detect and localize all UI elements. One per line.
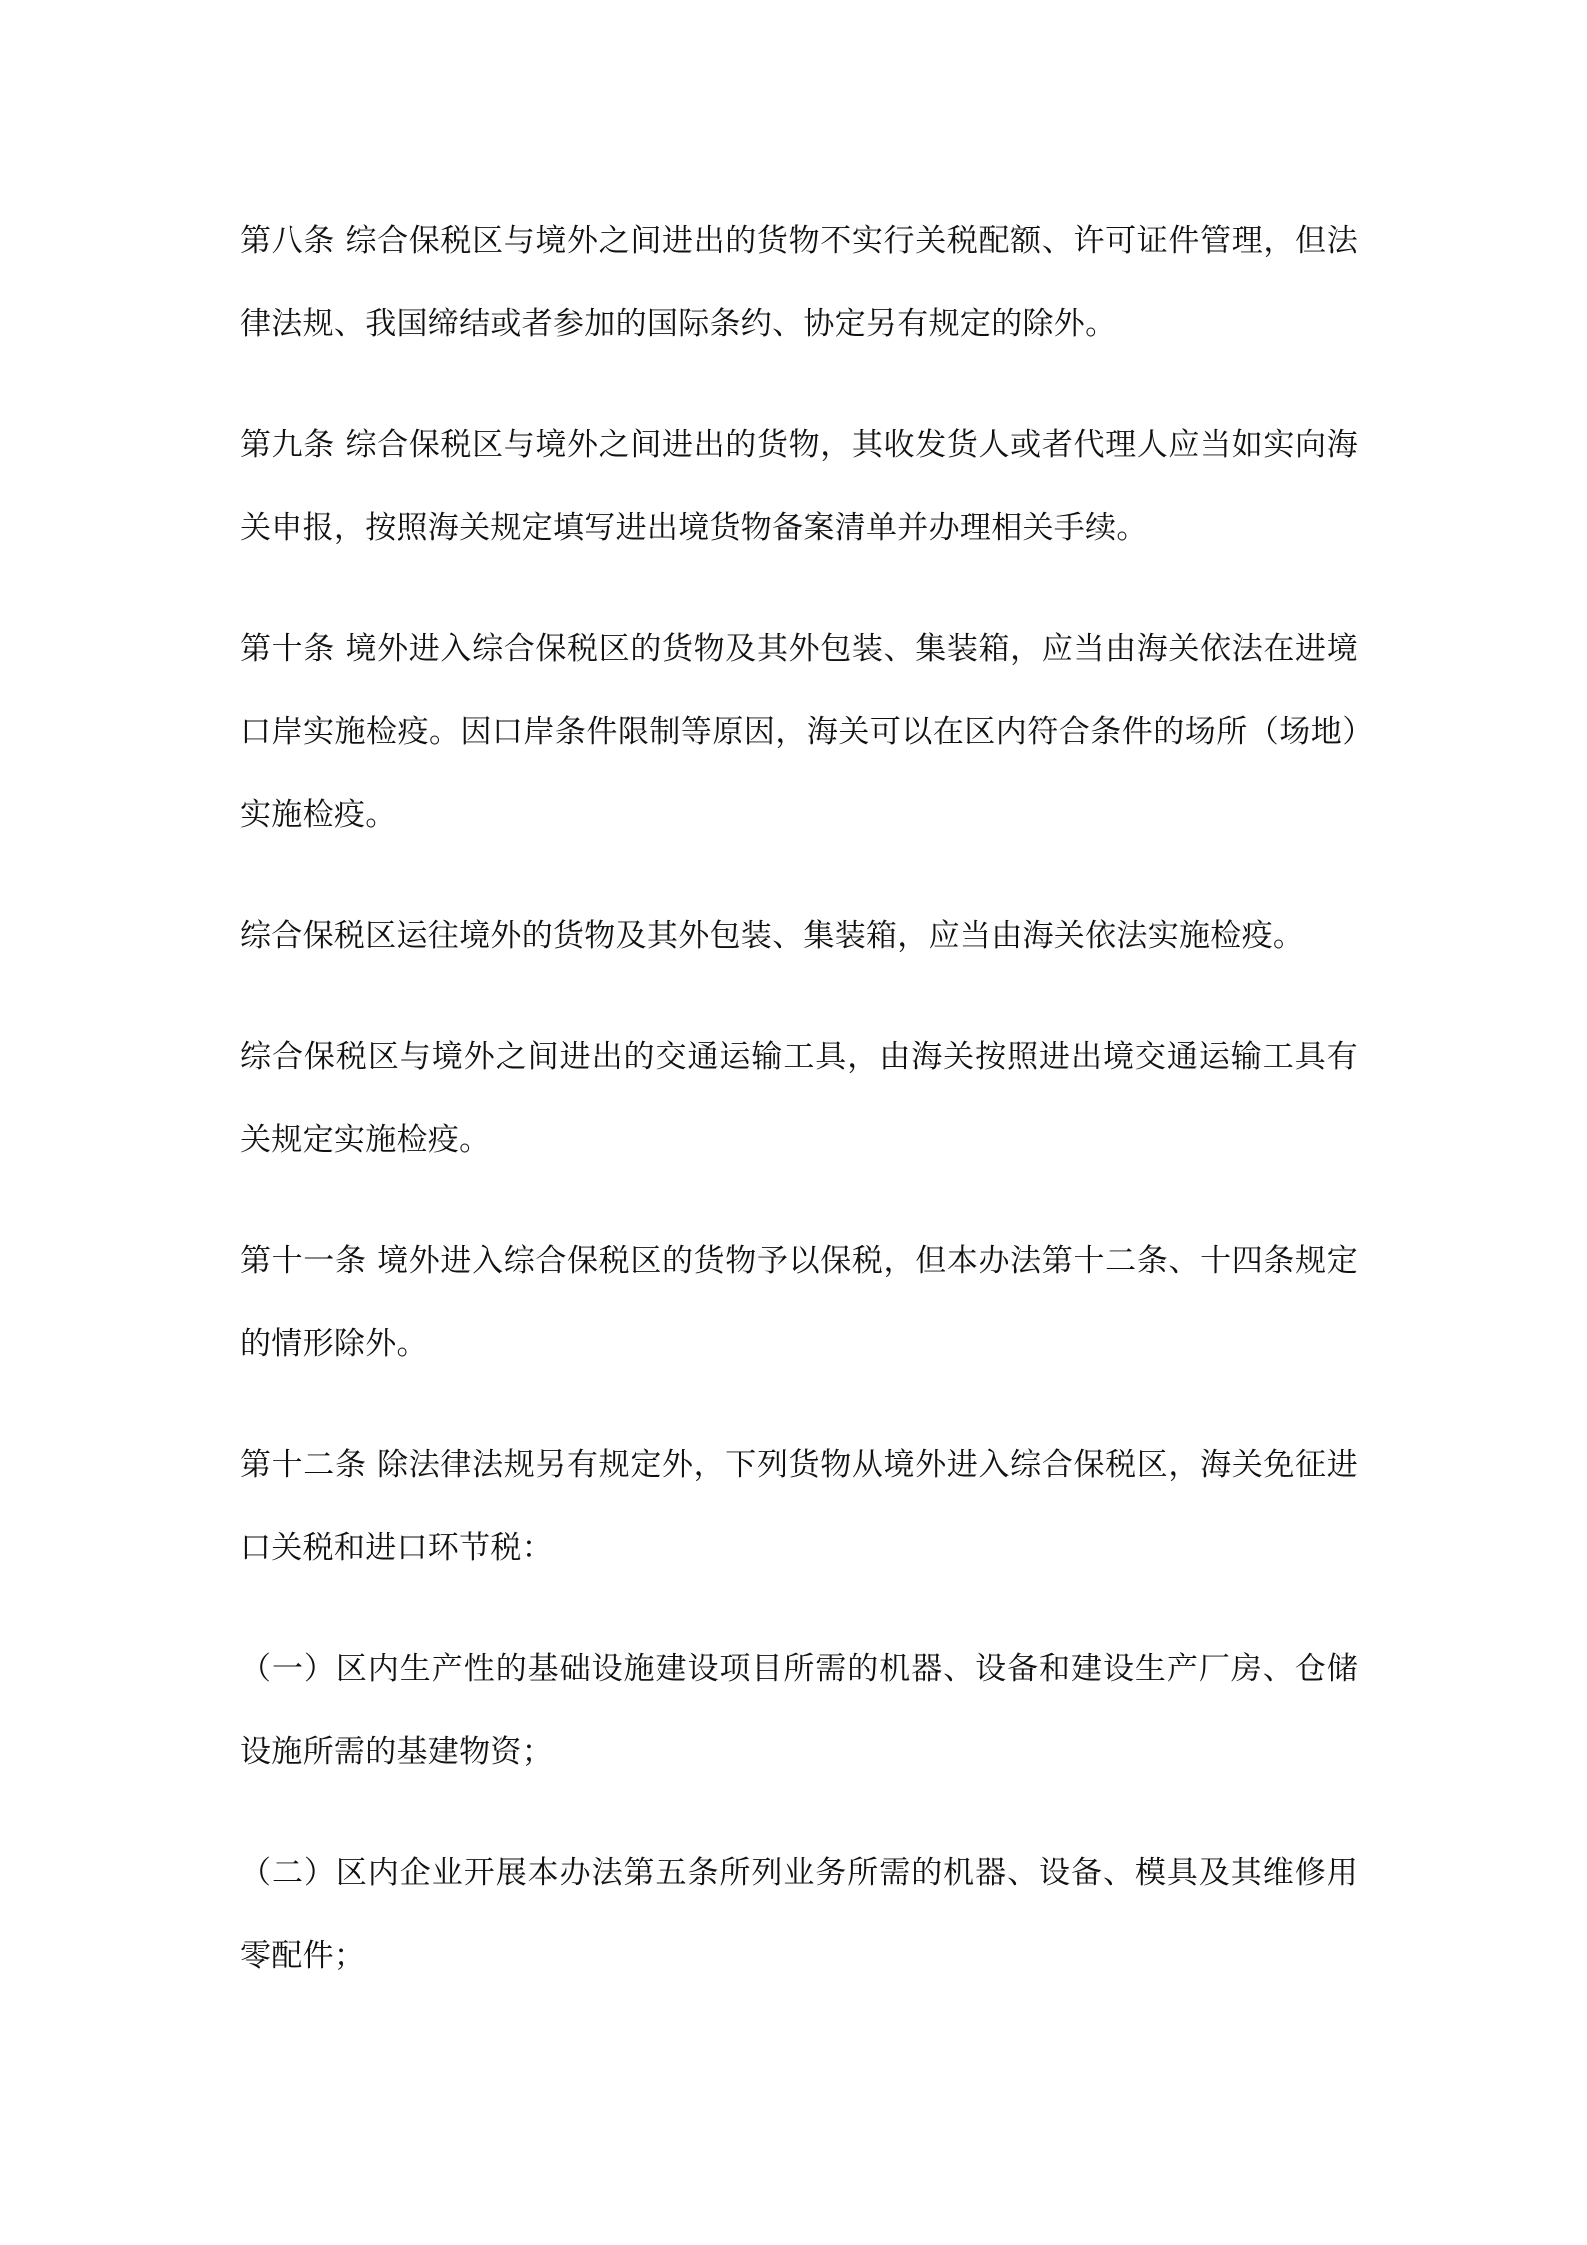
paragraph-transport-quarantine: 综合保税区与境外之间进出的交通运输工具，由海关按照进出境交通运输工具有关规定实施检疫。	[240, 1039, 1358, 1158]
paragraph-article-11: 第十一条 境外进入综合保税区的货物予以保税，但本办法第十二条、十四条规定的情形除外。	[240, 1243, 1358, 1362]
paragraph-export-quarantine: 综合保税区运往境外的货物及其外包装、集装箱，应当由海关依法实施检疫。	[240, 918, 1305, 954]
paragraph-item-2: （二）区内企业开展本办法第五条所列业务所需的机器、设备、模具及其维修用零配件；	[240, 1855, 1358, 1974]
paragraph-article-12: 第十二条 除法律法规另有规定外，下列货物从境外进入综合保税区，海关免征进口关税和进口环节税：	[240, 1447, 1358, 1566]
paragraph-item-1: （一）区内生产性的基础设施建设项目所需的机器、设备和建设生产厂房、仓储设施所需的基建物资；	[240, 1651, 1358, 1770]
paragraph-article-9: 第九条 综合保税区与境外之间进出的货物，其收发货人或者代理人应当如实向海关申报，按照海关规定填写进出境货物备案清单并办理相关手续。	[240, 427, 1358, 546]
document-body	[240, 200, 1358, 2036]
paragraph-article-8: 第八条 综合保税区与境外之间进出的货物不实行关税配额、许可证件管理，但法律法规、我国缔结或者参加的国际条约、协定另有规定的除外。	[240, 223, 1358, 342]
paragraph-article-10: 第十条 境外进入综合保税区的货物及其外包装、集装箱，应当由海关依法在进境口岸实施检疫。因口岸条件限制等原因，海关可以在区内符合条件的场所（场地）实施检疫。	[240, 631, 1358, 833]
